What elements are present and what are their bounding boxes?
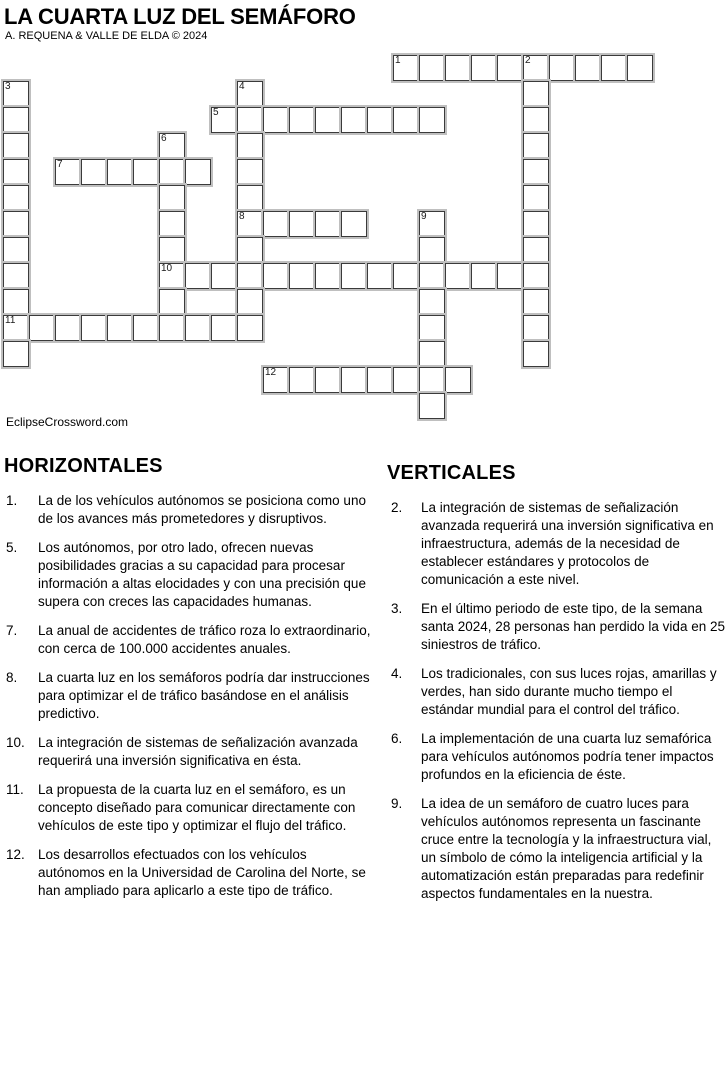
grid-cell[interactable] <box>133 159 159 185</box>
grid-cell[interactable] <box>159 159 185 185</box>
across-clue-number: 10. <box>6 735 25 750</box>
cell-number: 6 <box>161 133 167 144</box>
grid-cell[interactable] <box>419 393 445 419</box>
grid-cell[interactable] <box>237 185 263 211</box>
grid-cell[interactable] <box>3 315 29 341</box>
down-clue-text: En el último periodo de este tipo, de la semana santa 2024, 28 personas han perdido la vida en 25 siniestros de tráfico. <box>421 601 725 652</box>
grid-cell[interactable] <box>3 211 29 237</box>
cell-number: 11 <box>5 315 16 326</box>
across-clue-number: 11. <box>6 782 24 797</box>
grid-cell[interactable] <box>393 263 419 289</box>
grid-cell[interactable] <box>263 211 289 237</box>
grid-cell[interactable] <box>523 107 549 133</box>
grid-cell[interactable] <box>419 289 445 315</box>
grid-cell[interactable] <box>393 367 419 393</box>
credit-text: EclipseCrossword.com <box>6 415 129 429</box>
grid-cell[interactable] <box>497 55 523 81</box>
grid-cell[interactable] <box>3 237 29 263</box>
cell-number: 4 <box>239 81 245 92</box>
grid-cell[interactable] <box>237 133 263 159</box>
grid-cell[interactable] <box>3 263 29 289</box>
grid-cell[interactable] <box>29 315 55 341</box>
grid-cell[interactable] <box>341 367 367 393</box>
grid-cell[interactable] <box>289 211 315 237</box>
grid-cell[interactable] <box>159 237 185 263</box>
across-clue-number: 7. <box>6 623 18 638</box>
grid-cell[interactable] <box>523 289 549 315</box>
grid-cell[interactable] <box>185 263 211 289</box>
grid-cell[interactable] <box>523 263 549 289</box>
grid-cell[interactable] <box>211 263 237 289</box>
across-clue-item <box>0 622 372 658</box>
grid-cell[interactable] <box>315 367 341 393</box>
grid-cell[interactable] <box>523 133 549 159</box>
down-clue-text: La integración de sistemas de señalización avanzada requerirá una inversión significativa en infraestructura, además de la necesidad de establecer estándares y protocolos de comunicación a este nivel. <box>421 500 714 587</box>
grid-cell[interactable] <box>315 107 341 133</box>
across-clue-number: 8. <box>6 670 18 685</box>
grid-cell[interactable] <box>237 107 263 133</box>
grid-cell[interactable] <box>523 341 549 367</box>
grid-cell[interactable] <box>575 55 601 81</box>
grid-cell[interactable] <box>237 237 263 263</box>
crossword-grid[interactable] <box>0 50 728 410</box>
down-clue-list <box>383 499 728 903</box>
grid-cell[interactable] <box>367 263 393 289</box>
cell-number: 9 <box>421 211 427 222</box>
grid-cell[interactable] <box>419 367 445 393</box>
grid-cell[interactable] <box>159 263 185 289</box>
down-clue-number: 6. <box>391 731 403 746</box>
down-clue-text: La idea de un semáforo de cuatro luces para vehículos autónomos representa un fascinante cruce entre la tecnología y la infraestructura vial, un símbolo de cómo la inteligencia artificial y la automatización están preparadas para redefinir aspectos fundamentales en la nuestra. <box>421 796 712 901</box>
across-clue-item <box>0 781 372 835</box>
grid-cell[interactable] <box>471 55 497 81</box>
grid-cell[interactable] <box>81 159 107 185</box>
grid-cell[interactable] <box>289 107 315 133</box>
grid-cell[interactable] <box>3 133 29 159</box>
grid-cell[interactable] <box>471 263 497 289</box>
across-clue-text: Los autónomos, por otro lado, ofrecen nuevas posibilidades gracias a su capacidad para procesar información a altas elocidades y con una precisión que supera con creces las capacidades humanas. <box>38 540 366 609</box>
grid-cell[interactable] <box>523 55 549 81</box>
grid-cell[interactable] <box>237 159 263 185</box>
grid-cell[interactable] <box>549 55 575 81</box>
grid-cell[interactable] <box>289 263 315 289</box>
grid-cell[interactable] <box>523 315 549 341</box>
cell-number: 7 <box>57 159 63 170</box>
down-heading: VERTICALES <box>387 462 516 484</box>
grid-cell[interactable] <box>263 263 289 289</box>
grid-cell[interactable] <box>393 55 419 81</box>
grid-cell[interactable] <box>159 133 185 159</box>
grid-cell[interactable] <box>315 211 341 237</box>
grid-cell[interactable] <box>341 107 367 133</box>
across-clue-number: 5. <box>6 540 18 555</box>
grid-cell[interactable] <box>341 211 367 237</box>
grid-cell[interactable] <box>523 81 549 107</box>
grid-cell[interactable] <box>419 315 445 341</box>
grid-cell[interactable] <box>107 315 133 341</box>
grid-cell[interactable] <box>523 159 549 185</box>
grid-cell[interactable] <box>419 341 445 367</box>
grid-cell[interactable] <box>55 159 81 185</box>
grid-cell[interactable] <box>393 107 419 133</box>
across-clue-number: 1. <box>6 493 18 508</box>
cell-number: 10 <box>161 263 173 274</box>
across-clue-item <box>0 846 372 900</box>
down-clue-item <box>383 499 728 589</box>
grid-cell[interactable] <box>367 367 393 393</box>
grid-cell[interactable] <box>107 159 133 185</box>
grid-cell[interactable] <box>133 315 159 341</box>
grid-cell[interactable] <box>497 263 523 289</box>
grid-cell[interactable] <box>237 289 263 315</box>
grid-cell[interactable] <box>419 107 445 133</box>
down-clue-text: Los tradicionales, con sus luces rojas, amarillas y verdes, han sido durante mucho tiempo el estándar mundial para el control del tráfico. <box>421 666 717 717</box>
down-clue-text: La implementación de una cuarta luz semafórica para vehículos autónomos podría tener impactos profundos en la eficiencia de éste. <box>421 731 714 782</box>
cell-number: 2 <box>525 55 531 66</box>
cell-number: 12 <box>265 367 277 378</box>
down-clue-item <box>383 665 728 719</box>
grid-cell[interactable] <box>627 55 653 81</box>
grid-cell[interactable] <box>419 263 445 289</box>
across-clue-number: 12. <box>6 847 25 862</box>
grid-cell[interactable] <box>159 289 185 315</box>
across-heading: HORIZONTALES <box>4 455 163 477</box>
grid-cell[interactable] <box>523 211 549 237</box>
grid-cell[interactable] <box>237 263 263 289</box>
grid-cell[interactable] <box>211 107 237 133</box>
down-clue-item <box>383 795 728 903</box>
across-clue-text: La anual de accidentes de tráfico roza lo extraordinario, con cerca de 100.000 accidentes anuales. <box>38 623 371 656</box>
down-clue-number: 2. <box>391 500 403 515</box>
grid-cell[interactable] <box>211 315 237 341</box>
grid-cell[interactable] <box>289 367 315 393</box>
grid-cell[interactable] <box>3 107 29 133</box>
cell-number: 1 <box>395 55 401 66</box>
grid-cell[interactable] <box>445 263 471 289</box>
grid-cell[interactable] <box>237 211 263 237</box>
across-clue-text: Los desarrollos efectuados con los vehículos autónomos en la Universidad de Carolina del Norte, se han ampliado para aplicarlo a este tipo de tráfico. <box>38 847 366 898</box>
grid-cell[interactable] <box>523 185 549 211</box>
grid-cell[interactable] <box>601 55 627 81</box>
across-clue-item <box>0 734 372 770</box>
grid-cell[interactable] <box>341 263 367 289</box>
grid-cell[interactable] <box>237 315 263 341</box>
grid-cell[interactable] <box>55 315 81 341</box>
down-clues-column <box>383 462 728 914</box>
grid-cell[interactable] <box>3 289 29 315</box>
cell-number: 3 <box>5 81 11 92</box>
across-clue-text: La propuesta de la cuarta luz en el semáforo, es un concepto diseñado para comunicar directamente con vehículos de este tipo y optimizar el flujo del tráfico. <box>38 782 356 833</box>
grid-cell[interactable] <box>3 81 29 107</box>
grid-cell[interactable] <box>445 55 471 81</box>
grid-cell[interactable] <box>159 185 185 211</box>
across-clue-item <box>0 669 372 723</box>
grid-cell[interactable] <box>445 367 471 393</box>
across-clue-item <box>0 492 372 528</box>
page-title: LA CUARTA LUZ DEL SEMÁFORO <box>4 4 356 29</box>
down-clue-number: 3. <box>391 601 403 616</box>
across-clue-item <box>0 539 372 611</box>
across-clue-list <box>0 492 372 900</box>
grid-cell[interactable] <box>315 263 341 289</box>
grid-cell[interactable] <box>263 107 289 133</box>
grid-cell[interactable] <box>263 367 289 393</box>
cell-number: 8 <box>239 211 245 222</box>
across-clue-text: La cuarta luz en los semáforos podría dar instrucciones para optimizar el de tráfico basándose en el análisis predictivo. <box>38 670 370 721</box>
grid-cell[interactable] <box>3 185 29 211</box>
grid-cell[interactable] <box>159 211 185 237</box>
grid-cell[interactable] <box>523 237 549 263</box>
grid-cell[interactable] <box>419 237 445 263</box>
grid-cell[interactable] <box>3 159 29 185</box>
down-clue-item <box>383 600 728 654</box>
grid-cell[interactable] <box>185 159 211 185</box>
down-clue-number: 4. <box>391 666 403 681</box>
across-clue-text: La de los vehículos autónomos se posiciona como uno de los avances más prometedores y disruptivos. <box>38 493 366 526</box>
grid-cell[interactable] <box>185 315 211 341</box>
grid-cell[interactable] <box>81 315 107 341</box>
cell-number: 5 <box>213 107 219 118</box>
byline: A. REQUENA & VALLE DE ELDA © 2024 <box>5 30 208 42</box>
down-clue-item <box>383 730 728 784</box>
grid-cell[interactable] <box>419 55 445 81</box>
grid-cell[interactable] <box>237 81 263 107</box>
down-clue-number: 9. <box>391 796 403 811</box>
across-clue-text: La integración de sistemas de señalización avanzada requerirá una inversión significativa en ésta. <box>38 735 358 768</box>
grid-cell[interactable] <box>3 341 29 367</box>
grid-cell[interactable] <box>367 107 393 133</box>
grid-cell[interactable] <box>159 315 185 341</box>
grid-cell[interactable] <box>419 211 445 237</box>
across-clues-column <box>0 455 372 911</box>
